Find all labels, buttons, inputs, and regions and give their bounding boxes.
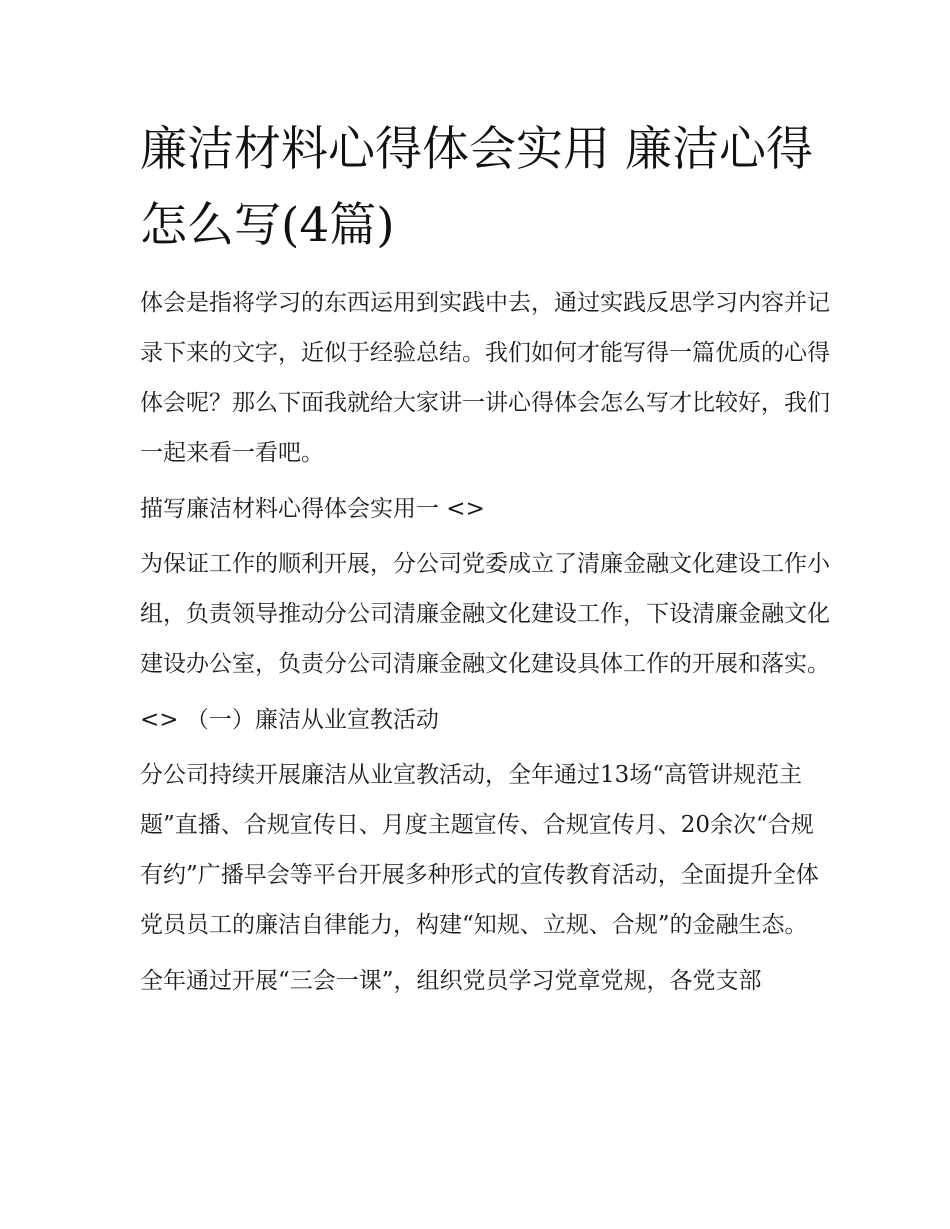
document-body: [140, 278, 830, 1012]
body-paragraph: 全年通过开展“三会一课”，组织党员学习党章党规，各党支部: [140, 968, 762, 994]
body-paragraph: 为保证工作的顺利开展，分公司党委成立了清廉金融文化建设工作小组，负责领导推动分公司清廉金融文化建设工作，下设清廉金融文化建设办公室，负责分公司清廉金融文化建设具体工作的开展和落实。: [140, 551, 830, 677]
section-heading-1: 描写廉洁材料心得体会实用一 <>: [140, 496, 485, 522]
body-paragraph: 分公司持续开展廉洁从业宣教活动，全年通过13场“高管讲规范主题”直播、合规宣传日、月度主题宣传、合规宣传月、20余次“合规有约”广播早会等平台开展多种形式的宣传教育活动，全面提升全体党员员工的廉洁自律能力，构建“知规、立规、合规”的金融生态。: [140, 762, 819, 938]
intro-paragraph: 体会是指将学习的东西运用到实践中去，通过实践反思学习内容并记录下来的文字，近似于经验总结。我们如何才能写得一篇优质的心得体会呢？那么下面我就给大家讲一讲心得体会怎么写才比较好，我们一起来看一看吧。: [140, 290, 830, 466]
document-title: 廉洁材料心得体会实用 廉洁心得怎么写(4篇): [140, 122, 813, 253]
subsection-heading-1: <> （一）廉洁从业宣教活动: [140, 707, 439, 733]
